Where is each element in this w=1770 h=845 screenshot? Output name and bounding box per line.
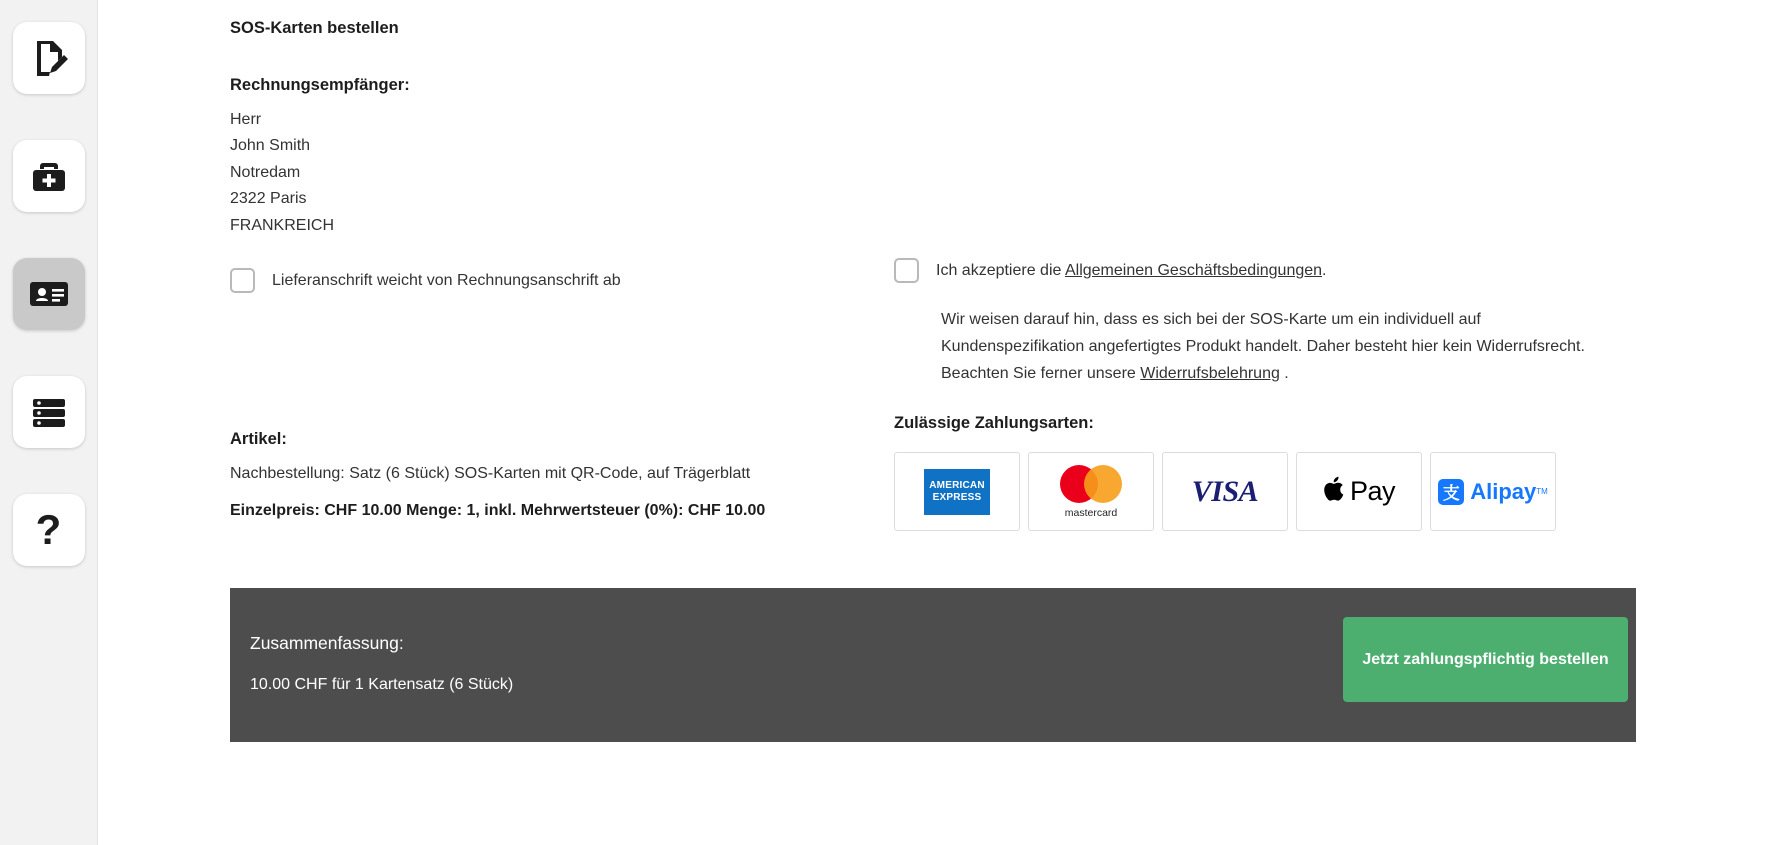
apple-logo-icon [1323,475,1347,508]
apple-pay-icon [1323,475,1395,508]
medical-bag-icon [28,155,70,197]
payment-method-american-express [894,452,1020,531]
terms-block [894,258,1594,382]
payment-method-apple-pay [1296,452,1422,531]
sidebar-item-medical-bag[interactable] [13,140,85,212]
mastercard-yellow-circle [1084,465,1122,503]
document-edit-icon [28,37,70,79]
article-heading: Artikel: [230,430,287,448]
invoice-line: Herr [230,111,262,128]
visa-icon: VISA [1191,474,1259,508]
amex-line2: EXPRESS [932,491,982,503]
invoice-line: FRANKREICH [230,216,335,234]
summary-total-line: 10.00 CHF für 1 Kartensatz (6 Stück) [250,676,514,693]
sidebar-item-help[interactable] [13,494,85,566]
order-button[interactable]: Jetzt zahlungspflichtig bestellen [1343,617,1628,702]
terms-note-tail: . [1279,365,1289,382]
id-card-icon [27,272,71,316]
mastercard-circles [1060,465,1122,503]
help-question-icon: ? [35,506,62,553]
shipping-address-row [230,268,930,293]
alipay-icon [1438,479,1548,505]
content-area [99,0,1770,845]
article-block [230,430,950,520]
invoice-block [230,76,930,293]
summary-title: Zusammenfassung: [250,633,404,653]
amex-line1: AMERICAN [929,479,985,491]
summary-bar [230,588,1636,742]
payment-methods-row [894,452,1594,531]
american-express-icon [924,469,990,515]
terms-prefix: Ich akzeptiere die [936,262,1065,279]
article-description: Nachbestellung: Satz (6 Stück) SOS-Karten mit QR-Code, auf Trägerblatt [230,465,751,482]
apple-pay-label: Pay [1349,476,1396,506]
terms-checkbox[interactable] [894,258,919,283]
page-title: SOS-Karten bestellen [230,19,399,37]
terms-link[interactable]: Allgemeinen Geschäftsbedingungen [1064,262,1323,279]
sidebar [0,0,98,845]
sidebar-item-id-card[interactable] [13,258,85,330]
terms-label [936,258,1327,283]
terms-note [941,306,1586,387]
alipay-label: Alipay [1470,478,1537,504]
invoice-heading: Rechnungsempfänger: [230,76,410,94]
payment-methods-heading: Zulässige Zahlungsarten: [894,414,1094,432]
withdrawal-policy-link[interactable]: Widerrufsbelehrung [1140,365,1280,382]
article-price-line: Einzelpreis: CHF 10.00 Menge: 1, inkl. Mehrwertsteuer (0%): CHF 10.00 [230,502,766,519]
sidebar-item-document-edit[interactable] [13,22,85,94]
payment-method-mastercard [1028,452,1154,531]
payment-method-alipay [1430,452,1556,531]
invoice-line: John Smith [230,137,311,155]
mastercard-icon [1060,465,1122,519]
terms-note-text: Wir weisen darauf hin, dass es sich bei der SOS-Karte um ein individuell auf Kundenspezifikation angefertigtes Produkt handelt. Daher besteht hier kein Widerrufsrecht. Beachten Sie ferner unsere [941,311,1585,382]
invoice-line: Notredam [230,163,301,181]
payment-method-visa [1162,452,1288,531]
alipay-trademark: TM [1536,487,1548,496]
terms-row [894,258,1594,283]
invoice-line: 2322 Paris [230,190,307,208]
mastercard-label: mastercard [1064,506,1118,519]
server-list-icon [28,391,70,433]
shipping-address-checkbox[interactable] [230,268,255,293]
payment-methods-block [894,414,1594,531]
shipping-address-label: Lieferanschrift weicht von Rechnungsanschrift ab [272,272,621,290]
terms-suffix: . [1322,262,1327,279]
alipay-mark: 支 [1438,479,1464,505]
sidebar-item-server-list[interactable] [13,376,85,448]
